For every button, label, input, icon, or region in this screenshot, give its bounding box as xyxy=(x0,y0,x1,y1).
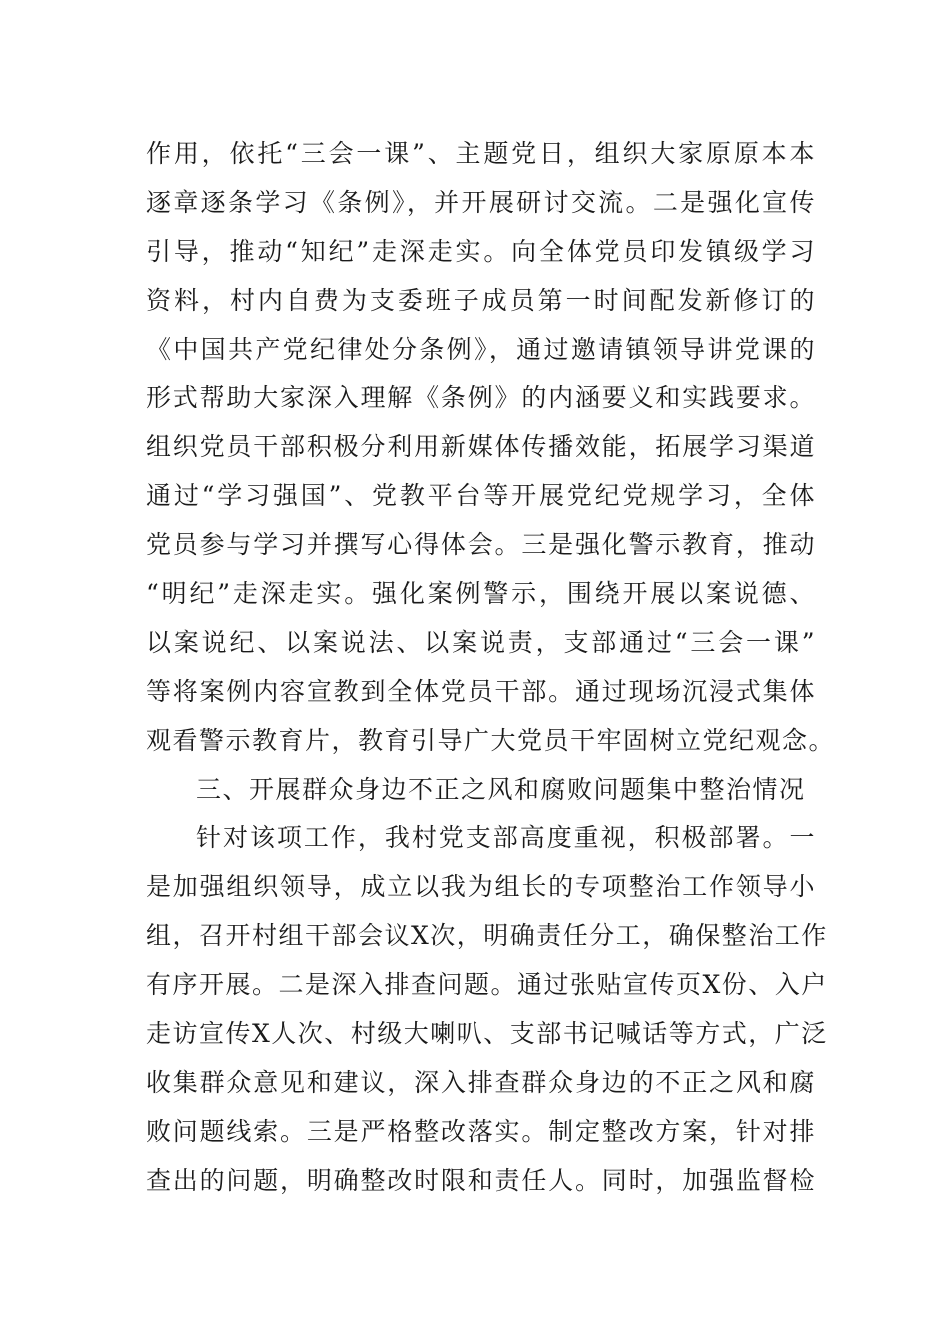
text-line: 党员参与学习并撰写心得体会。三是强化警示教育，推动 xyxy=(146,530,816,560)
section-heading: 三、开展群众身边不正之风和腐败问题集中整治情况 xyxy=(196,774,806,804)
text-line: 查出的问题，明确整改时限和责任人。同时，加强监督检 xyxy=(146,1165,816,1195)
text-line: 走访宣传X人次、村级大喇叭、支部书记喊话等方式，广泛 xyxy=(146,1019,828,1049)
text-line: 作用，依托“三会一课”、主题党日，组织大家原原本本 xyxy=(146,139,816,168)
text-line: 败问题线索。三是严格整改落实。制定整改方案，针对排 xyxy=(146,1116,816,1146)
text-line: 形式帮助大家深入理解《条例》的内涵要义和实践要求。 xyxy=(146,383,816,413)
text-line: 资料，村内自费为支委班子成员第一时间配发新修订的 xyxy=(146,285,816,315)
text-line: 引导，推动“知纪”走深走实。向全体党员印发镇级学习 xyxy=(146,236,816,266)
text-line: 观看警示教育片，教育引导广大党员干牢固树立党纪观念。 xyxy=(146,725,836,755)
text-line: 是加强组织领导，成立以我为组长的专项整治工作领导小 xyxy=(146,872,816,902)
text-line: 逐章逐条学习《条例》，并开展研讨交流。二是强化宣传 xyxy=(146,187,816,217)
text-line: “明纪”走深走实。强化案例警示，围绕开展以案说德、 xyxy=(146,579,816,609)
text-line: 收集群众意见和建议，深入排查群众身边的不正之风和腐 xyxy=(146,1067,816,1097)
text-line: 等将案例内容宣教到全体党员干部。通过现场沉浸式集体 xyxy=(146,676,816,706)
text-line: 《中国共产党纪律处分条例》，通过邀请镇领导讲党课的 xyxy=(146,334,816,364)
text-line: 针对该项工作，我村党支部高度重视，积极部署。一 xyxy=(196,823,816,853)
text-line: 组，召开村组干部会议X次，明确责任分工，确保整治工作 xyxy=(146,921,828,951)
document-body xyxy=(146,130,836,1206)
text-line: 有序开展。二是深入排查问题。通过张贴宣传页X份、入户 xyxy=(146,970,828,1000)
text-line: 以案说纪、以案说法、以案说责，支部通过“三会一课” xyxy=(146,627,816,657)
text-line: 组织党员干部积极分利用新媒体传播效能，拓展学习渠道 xyxy=(146,432,816,462)
text-line: 通过“学习强国”、党教平台等开展党纪党规学习，全体 xyxy=(146,481,816,511)
